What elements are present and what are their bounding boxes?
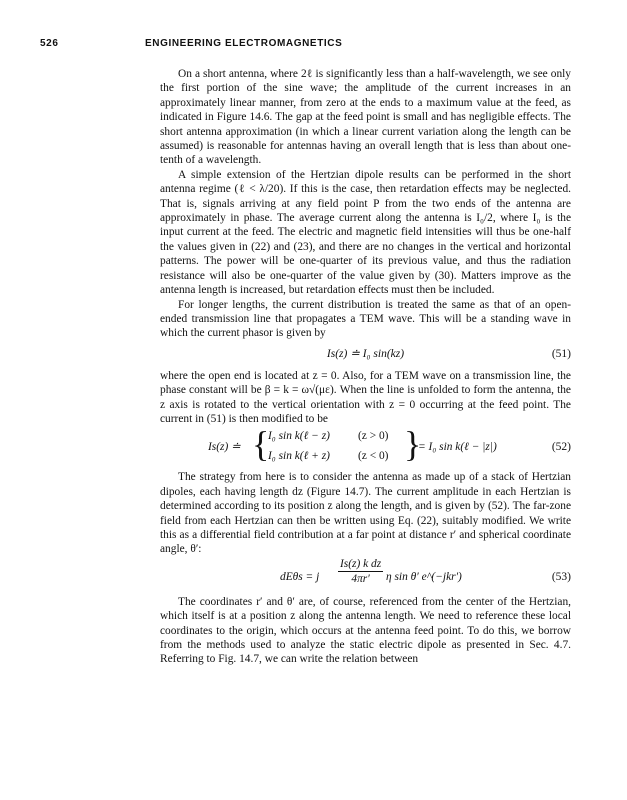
equation-52-condition2: (z < 0) xyxy=(358,450,389,463)
equation-52-condition1: (z > 0) xyxy=(358,430,389,443)
body-text xyxy=(160,67,571,667)
paragraph-open-end: where the open end is located at z = 0. Also, for a TEM wave on a transmission line, the phase constant will be β = k = ω√(με). When the line is unfolded to form the antenna, the z axis is rotated to the vertical orientation with z = 0 occurring at the feed point. The current in (51) is then modified to be xyxy=(160,369,571,425)
paragraph-short-antenna: On a short antenna, where 2ℓ is significantly less than a half-wavelength, we see only the first portion of the sine wave; the amplitude of the current increases in an approximately linear manner, from zero at the ends to a maximum value at the feed, as indicated in Figure 14.6. The gap at the feed point is small and has negligible effects. The short antenna approximation (in which a linear current variation along the length can be assumed) is reasonable for antennas having an overall length that is less than about one-tenth of a wavelength. xyxy=(160,68,571,167)
equation-53-numerator: Is(z) k dz xyxy=(338,557,383,572)
equation-53-lhs: dEθs = j xyxy=(280,570,320,583)
running-header xyxy=(40,38,587,54)
paragraph-strategy: The strategy from here is to consider the antenna as made up of a stack of Hertzian dipoles, each having length dz (Figure 14.7). The current amplitude in each Hertzian is determined according to its position z along the length, and is given by (52). The far-zone field from each Hertzian can then be written using Eq. (22), suitably modified. We write this as a differential field contribution at a far point at distance r′ and spherical coordinate angle, θ′: xyxy=(160,471,571,556)
paragraph-longer-lengths: For longer lengths, the current distribution is treated the same as that of an open-ended transmission line that propagates a TEM wave. This will be a standing wave in which the current phasor is given by xyxy=(160,298,571,340)
running-title: ENGINEERING ELECTROMAGNETICS xyxy=(145,38,343,49)
equation-53-rest: η sin θ′ e^(−jkr′) xyxy=(386,570,462,583)
equation-52-lhs: Is(z) ≐ xyxy=(208,441,241,454)
equation-52-number: (52) xyxy=(551,441,571,454)
equation-52-right-brace: } xyxy=(404,424,422,465)
paragraph-coordinates: The coordinates r′ and θ′ are, of course, referenced from the center of the Hertzian, which itself is at a position z along the antenna length. We need to reference these local coordinates to the origin, which occurs at the antenna feed point. To do this, we borrow from the methods used to analyze the static electric dipole as presented in Sec. 4.7. Referring to Fig. 14.7, we can write the relation between xyxy=(160,595,571,666)
equation-51-expression: Is(z) ≐ I₀ sin(kz) xyxy=(326,347,405,360)
equation-53-denominator: 4πr′ xyxy=(351,573,370,586)
equation-52-rhs: = I₀ sin k(ℓ − |z|) xyxy=(418,441,497,454)
equation-53-fraction xyxy=(338,557,383,587)
equation-52-case2: I₀ sin k(ℓ + z) xyxy=(268,450,330,463)
paragraph-hertzian-extension: A simple extension of the Hertzian dipole results can be performed in the short antenna regime (ℓ < λ/20). If this is the case, then retardation effects may be neglected. That is, signals arriving at any field point P from the two ends of the antenna are approximately in phase. The average current along the antenna is I₀/2, where I₀ is the input current at the feed. The electric and magnetic field intensities will thus be one-half the values given in (22) and (23), and there are no changes in the vertical and horizontal patterns. The power will be one-quarter of its previous value, and thus the radiation resistance will also be one-quarter of the value given by (30). Matters improve as the antenna length is increased, but retardation effects must then be included. xyxy=(160,168,571,297)
equation-53-number: (53) xyxy=(551,570,571,583)
equation-52-case1: I₀ sin k(ℓ − z) xyxy=(268,430,330,443)
equation-52 xyxy=(160,426,571,470)
equation-52-left-brace: { xyxy=(252,424,270,465)
equation-53 xyxy=(160,557,571,595)
equation-51 xyxy=(160,341,571,369)
page-number: 526 xyxy=(40,38,59,49)
equation-51-number: (51) xyxy=(551,347,571,360)
